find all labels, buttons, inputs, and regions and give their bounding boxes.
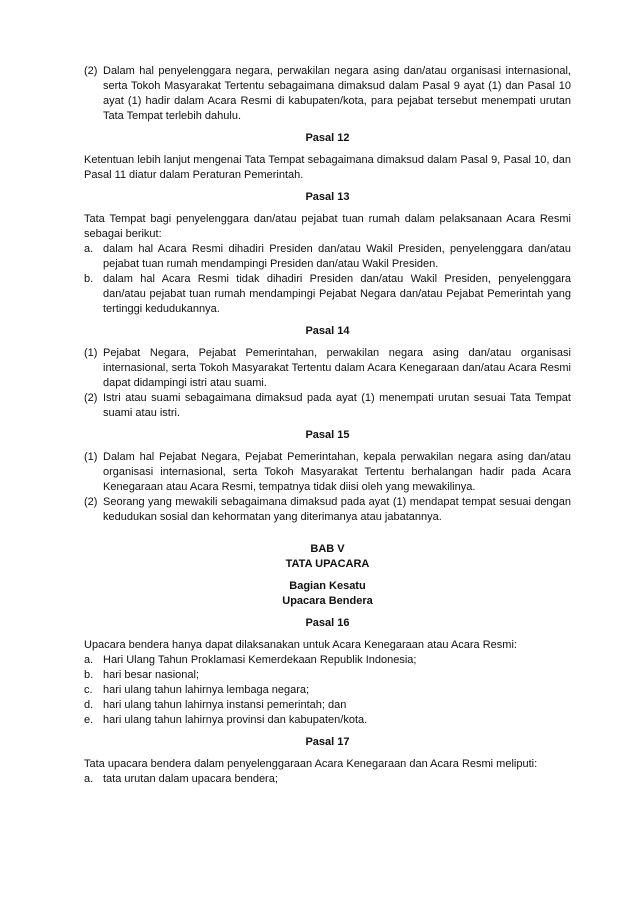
list-item — [84, 495, 571, 525]
list-item-text: Hari Ulang Tahun Proklamasi Kemerdekaan Republik Indonesia; — [103, 654, 417, 666]
section-heading: Pasal 12 — [305, 132, 350, 144]
chapter-heading-line: TATA UPACARA — [285, 558, 370, 570]
list-item — [84, 346, 571, 391]
list-item-text: Seorang yang mewakili sebagaimana dimaksud pada ayat (1) mendapat tempat sesuai dengan kedudukan sosial dan kehormatan yang diterimanya atau jabatannya. — [103, 496, 571, 523]
list-item — [84, 391, 571, 421]
chapter-heading-line: BAB V — [310, 543, 345, 555]
paragraph: Tata Tempat bagi penyelenggara dan/atau pejabat tuan rumah dalam pelaksanaan Acara Resmi sebagai berikut: — [84, 213, 571, 240]
list-item — [84, 698, 571, 713]
list-item — [84, 713, 571, 728]
list-item-text: dalam hal Acara Resmi tidak dihadiri Presiden dan/atau Wakil Presiden, penyelenggara dan/atau pejabat tuan rumah mendampingi Pejabat Negara dan/atau Pejabat Pemerintah yang tertinggi kedudukannya. — [103, 273, 571, 315]
list-item-text: Dalam hal Pejabat Negara, Pejabat Pemerintahan, kepala perwakilan negara asing dan/atau organisasi internasional, serta Tokoh Masyarakat Tertentu berhalangan hadir pada Acara Kenegaraan atau Acara Resmi, tempatnya tidak diisi oleh yang mewakilinya. — [103, 451, 571, 493]
list-marker: (2) — [84, 392, 98, 404]
section-heading: Pasal 16 — [305, 617, 350, 629]
list-item — [84, 64, 571, 124]
spacer — [84, 525, 571, 535]
paragraph: Tata upacara bendera dalam penyelenggaraan Acara Kenegaraan dan Acara Resmi meliputi: — [84, 758, 538, 770]
list-item — [84, 242, 571, 272]
list-item — [84, 683, 571, 698]
chapter-heading — [84, 579, 571, 609]
section-heading: Pasal 15 — [305, 429, 350, 441]
chapter-heading-line: Bagian Kesatu — [289, 580, 366, 592]
list-marker: c. — [84, 684, 93, 696]
section-heading: Pasal 17 — [305, 736, 350, 748]
paragraph: Ketentuan lebih lanjut mengenai Tata Tempat sebagaimana dimaksud dalam Pasal 9, Pasal 10, dan Pasal 11 diatur dalam Peraturan Pemerintah. — [84, 154, 571, 181]
list-item-text: hari ulang tahun lahirnya provinsi dan kabupaten/kota. — [103, 714, 368, 726]
list-item-text: dalam hal Acara Resmi dihadiri Presiden dan/atau Wakil Presiden, penyelenggara dan/atau pejabat tuan rumah mendampingi Presiden dan/atau Wakil Presiden. — [103, 243, 571, 270]
list-item-text: Istri atau suami sebagaimana dimaksud pada ayat (1) menempati urutan sesuai Tata Tempat suami atau istri. — [103, 392, 571, 419]
chapter-heading-line: Upacara Bendera — [282, 595, 373, 607]
list-item-text: hari besar nasional; — [103, 669, 200, 681]
list-marker: b. — [84, 273, 94, 285]
list-marker: e. — [84, 714, 94, 726]
list-marker: (2) — [84, 65, 98, 77]
chapter-heading — [84, 542, 571, 572]
list-marker: (1) — [84, 451, 98, 463]
document-page — [84, 64, 571, 787]
list-item — [84, 450, 571, 495]
list-marker: b. — [84, 669, 94, 681]
list-marker: (1) — [84, 347, 98, 359]
list-item-text: Pejabat Negara, Pejabat Pemerintahan, perwakilan negara asing dan/atau organisasi internasional, serta Tokoh Masyarakat Tertentu dalam Acara Kenegaraan dan/atau Acara Resmi dapat didampingi istri atau suami. — [103, 347, 571, 389]
list-marker: a. — [84, 654, 94, 666]
list-marker: (2) — [84, 496, 98, 508]
section-heading: Pasal 14 — [305, 325, 350, 337]
list-item — [84, 772, 571, 787]
list-item-text: hari ulang tahun lahirnya instansi pemerintah; dan — [103, 699, 347, 711]
list-marker: a. — [84, 773, 94, 785]
paragraph: Upacara bendera hanya dapat dilaksanakan untuk Acara Kenegaraan atau Acara Resmi: — [84, 639, 517, 651]
list-marker: a. — [84, 243, 94, 255]
list-item — [84, 272, 571, 317]
list-item — [84, 653, 571, 668]
section-heading: Pasal 13 — [305, 191, 350, 203]
list-item-text: tata urutan dalam upacara bendera; — [103, 773, 278, 785]
list-item-text: Dalam hal penyelenggara negara, perwakilan negara asing dan/atau organisasi internasional, serta Tokoh Masyarakat Tertentu sebagaimana dimaksud dalam Pasal 9 ayat (1) dan Pasal 10 ayat (1) hadir dalam Acara Resmi di kabupaten/kota, para pejabat tersebut menempati urutan Tata Tempat terlebih dahulu. — [103, 65, 571, 122]
list-marker: d. — [84, 699, 94, 711]
list-item — [84, 668, 571, 683]
list-item-text: hari ulang tahun lahirnya lembaga negara; — [103, 684, 310, 696]
